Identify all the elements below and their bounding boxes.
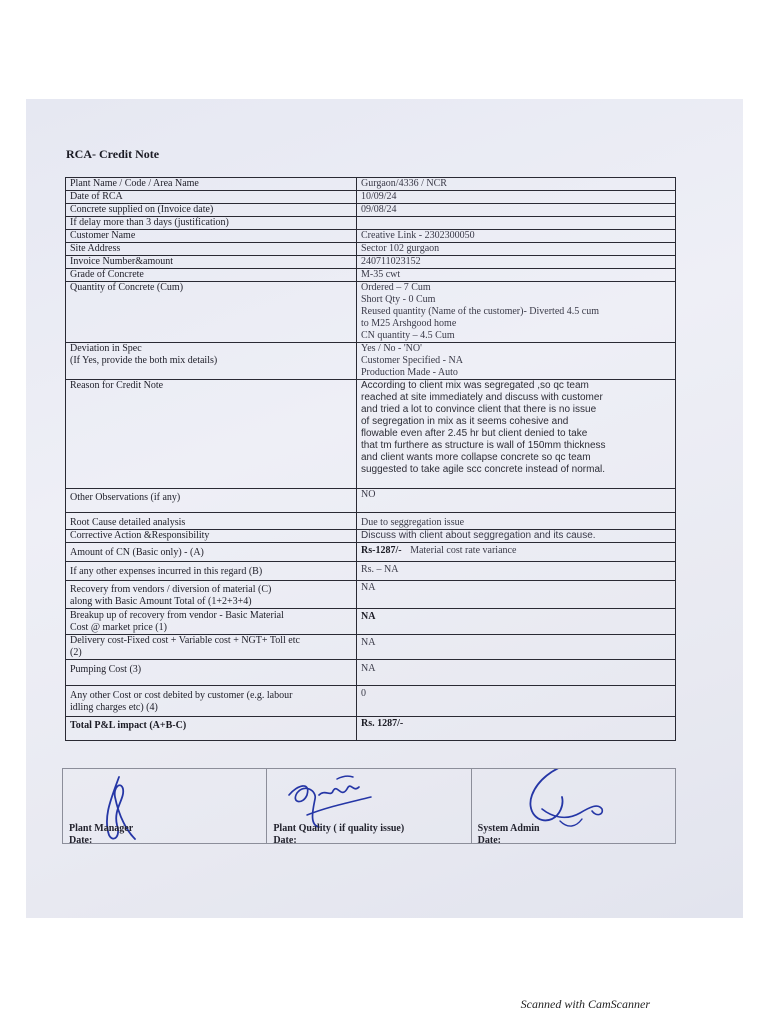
signature-date: Date:: [69, 835, 93, 846]
row-value: [357, 217, 676, 230]
root-cause-label: Root Cause detailed analysis: [66, 513, 357, 530]
signature-plant-quality: [267, 769, 471, 846]
deviation-label-line: (If Yes, provide the both mix details): [70, 355, 218, 366]
table-row: [66, 217, 676, 230]
row-label: Plant Name / Code / Area Name: [66, 178, 357, 191]
row-label: If delay more than 3 days (justification): [66, 217, 357, 230]
signature-date: Date:: [477, 835, 501, 846]
pumping-label: Pumping Cost (3): [66, 660, 357, 686]
recovery-label: [66, 581, 357, 609]
delivery-label-line: Delivery cost-Fixed cost + Variable cost + NGT+ Toll etc: [70, 635, 300, 646]
table-row: [66, 269, 676, 282]
reason-value: [357, 380, 676, 489]
other-expenses-row: [66, 562, 676, 581]
reason-label: Reason for Credit Note: [66, 380, 357, 489]
reason-line: that tm furthere as structure is wall of 150mm thickness: [361, 440, 606, 451]
other-expenses-label: If any other expenses incurred in this regard (B): [66, 562, 357, 581]
deviation-row: [66, 343, 676, 380]
table-row: [66, 204, 676, 217]
total-row: [66, 717, 676, 741]
row-label: Site Address: [66, 243, 357, 256]
quantity-line: CN quantity – 4.5 Cum: [361, 330, 455, 341]
quantity-label: Quantity of Concrete (Cum): [66, 282, 357, 343]
root-cause-row: [66, 513, 676, 530]
reason-row: [66, 380, 676, 489]
deviation-line: Customer Specified - NA: [361, 355, 463, 366]
row-label: Concrete supplied on (Invoice date): [66, 204, 357, 217]
amount-cn-row: [66, 543, 676, 562]
pumping-row: [66, 660, 676, 686]
delivery-label: [66, 635, 357, 660]
any-other-value: 0: [357, 686, 676, 717]
other-observations-label: Other Observations (if any): [66, 489, 357, 513]
delivery-row: [66, 635, 676, 660]
delivery-label-line: (2): [70, 647, 82, 658]
signature-system-admin: [472, 769, 675, 846]
deviation-value: [357, 343, 676, 380]
quantity-row: [66, 282, 676, 343]
recovery-value: NA: [357, 581, 676, 609]
row-value: Gurgaon/4336 / NCR: [357, 178, 676, 191]
row-label: Customer Name: [66, 230, 357, 243]
breakup-label-line: Breakup up of recovery from vendor - Basic Material: [70, 610, 284, 621]
any-other-label-line: Any other Cost or cost debited by customer (e.g. labour: [70, 690, 293, 701]
total-value: Rs. 1287/-: [357, 717, 676, 741]
any-other-label: [66, 686, 357, 717]
reason-line: of segregation in mix as it seems cohesive and: [361, 416, 569, 427]
breakup-value: [357, 609, 676, 635]
signature-role: System Admin: [477, 823, 540, 834]
signature-role: Plant Manager: [69, 823, 134, 834]
any-other-label-line: idling charges etc) (4): [70, 702, 158, 713]
reason-line: and tried a lot to convince client that there is no issue: [361, 404, 597, 415]
row-value: M-35 cwt: [357, 269, 676, 282]
quantity-line: to M25 Arshgood home: [361, 318, 457, 329]
document-title: RCA- Credit Note: [66, 147, 160, 161]
quantity-value: [357, 282, 676, 343]
recovery-row: [66, 581, 676, 609]
row-label: Grade of Concrete: [66, 269, 357, 282]
any-other-row: [66, 686, 676, 717]
table-row: [66, 243, 676, 256]
other-expenses-value: Rs. – NA: [357, 562, 676, 581]
row-value: Sector 102 gurgaon: [357, 243, 676, 256]
deviation-label-line: Deviation in Spec: [70, 343, 142, 354]
row-label: Date of RCA: [66, 191, 357, 204]
rca-table: [65, 177, 676, 741]
deviation-label: [66, 343, 357, 380]
row-value: 09/08/24: [357, 204, 676, 217]
pumping-value: NA: [357, 660, 676, 686]
breakup-label-line: Cost @ market price (1): [70, 622, 167, 633]
signature-date: Date:: [273, 835, 297, 846]
total-label: Total P&L impact (A+B-C): [66, 717, 357, 741]
signature-block: [62, 768, 676, 844]
row-value: Creative Link - 2302300050: [357, 230, 676, 243]
deviation-line: Production Made - Auto: [361, 367, 458, 378]
amount-cn-label: Amount of CN (Basic only) - (A): [66, 543, 357, 562]
recovery-label-line: along with Basic Amount Total of (1+2+3+4): [70, 596, 252, 607]
system-admin-label: [478, 823, 540, 847]
plant-manager-label: [69, 823, 133, 847]
reason-line: suggested to take agile scc concrete instead of normal.: [361, 464, 606, 475]
reason-line: reached at site immediately and discuss with customer: [361, 392, 603, 403]
table-row: [66, 178, 676, 191]
corrective-value: Discuss with client about seggregation and its cause.: [357, 530, 676, 543]
table-row: [66, 230, 676, 243]
quantity-line: Short Qty - 0 Cum: [361, 294, 436, 305]
table-row: [66, 256, 676, 269]
breakup-value-text: NA: [361, 611, 376, 622]
amount-cn-value: [357, 543, 676, 562]
plant-quality-label: [273, 823, 404, 847]
quantity-line: Ordered – 7 Cum: [361, 282, 431, 293]
breakup-row: [66, 609, 676, 635]
amount-cn-note: Material cost rate variance: [410, 545, 517, 556]
row-label: Invoice Number&amount: [66, 256, 357, 269]
corrective-label: Corrective Action &Responsibility: [66, 530, 357, 543]
other-observations-value: NO: [357, 489, 676, 513]
signature-plant-manager: [63, 769, 267, 846]
recovery-label-line: Recovery from vendors / diversion of material (C): [70, 584, 272, 595]
signature-role: Plant Quality ( if quality issue): [273, 823, 405, 834]
root-cause-value: Due to seggregation issue: [357, 513, 676, 530]
other-observations-row: [66, 489, 676, 513]
table-row: [66, 191, 676, 204]
amount-cn-amount: Rs-1287/-: [361, 545, 402, 556]
reason-line: According to client mix was segregated ,so qc team: [361, 380, 589, 391]
row-value: 240711023152: [357, 256, 676, 269]
quantity-line: Reused quantity (Name of the customer)- Diverted 4.5 cum: [361, 306, 599, 317]
breakup-label: [66, 609, 357, 635]
deviation-line: Yes / No - 'NO': [361, 343, 422, 354]
camscanner-footer: Scanned with CamScanner: [520, 997, 650, 1011]
corrective-row: [66, 530, 676, 543]
delivery-value: NA: [357, 635, 676, 660]
reason-line: and client wants more collapse concrete so qc team: [361, 452, 591, 463]
reason-line: flowable even after 2.45 hr but client denied to take: [361, 428, 588, 439]
row-value: 10/09/24: [357, 191, 676, 204]
